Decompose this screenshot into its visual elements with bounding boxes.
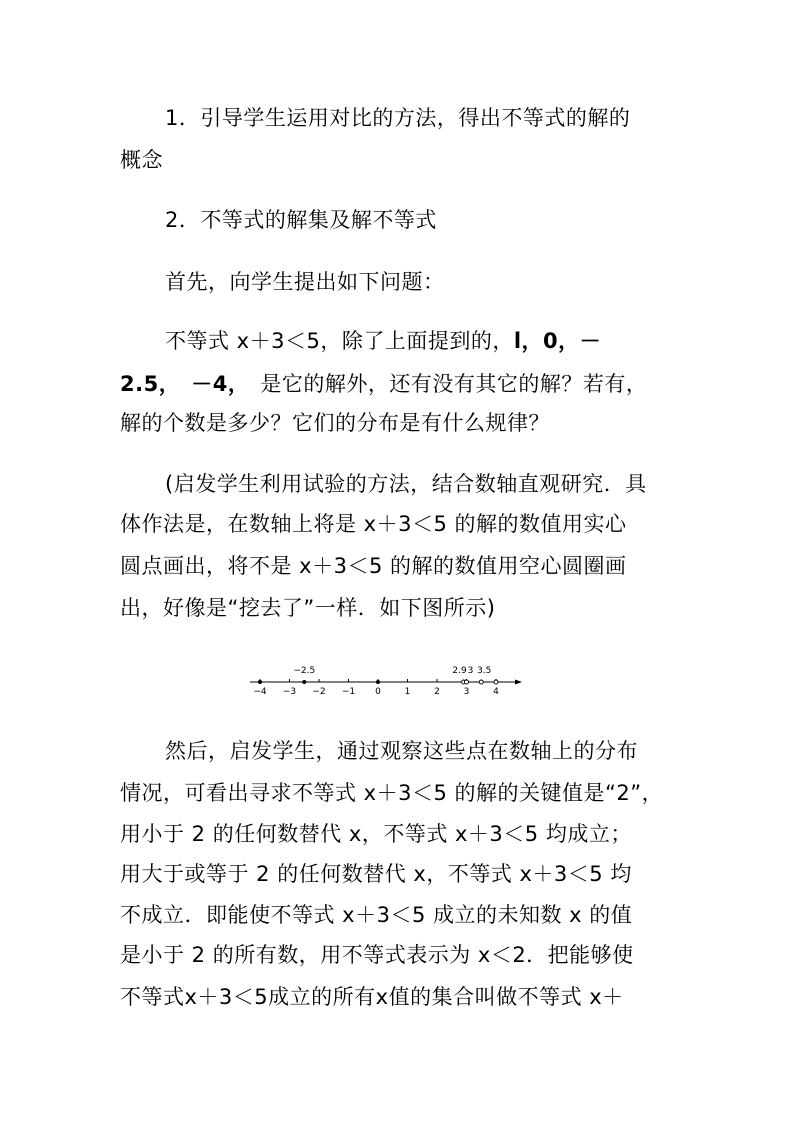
point-label: −2.5 (293, 666, 316, 676)
text-line: 概念 (120, 148, 163, 172)
tick-label: 3 (463, 687, 470, 697)
text-line: 用大于或等于 2 的任何数替代 x，不等式 x＋3＜5 均 (120, 862, 632, 886)
text-line: 出，好像是“挖去了”一样．如下图所示) (120, 596, 496, 620)
example-value: ， －4， (158, 372, 239, 396)
point-label: 3 (467, 666, 474, 676)
text-line: 情况，可看出寻求不等式 x＋3＜5 的解的关键值是“2”， (120, 781, 664, 805)
hollow-point (479, 680, 483, 684)
text-line: 首先，向学生提出如下问题： (165, 270, 445, 294)
text-line: 2．不等式的解集及解不等式 (165, 208, 437, 232)
text-segment: 不等式 x＋3＜5，除了上面提到的， (165, 329, 514, 353)
text-line (165, 327, 601, 355)
text-line: 是小于 2 的所有数，用不等式表示为 x＜2．把能够使 (120, 943, 634, 967)
example-value: 0 (543, 329, 559, 353)
number-line-figure (245, 660, 530, 700)
text-segment: ， (521, 329, 544, 353)
solid-point (302, 680, 306, 684)
text-line: 体作法是，在数轴上将是 x＋3＜5 的解的数值用实心 (120, 512, 627, 536)
example-value: l (513, 329, 522, 353)
text-line: (启发学生利用试验的方法，结合数轴直观研究．具 (165, 472, 647, 496)
hollow-point (494, 680, 498, 684)
text-segment: 是它的解外，还有没有其它的解？若有， (260, 372, 648, 396)
tick-label: 0 (375, 687, 381, 697)
text-line: 解的个数是多少？它们的分布是有什么规律？ (120, 411, 550, 435)
text-line: 然后，启发学生，通过观察这些点在数轴上的分布 (165, 739, 638, 763)
axis-arrow-icon (515, 680, 522, 685)
hollow-point (465, 680, 469, 684)
text-line: 用小于 2 的任何数替代 x，不等式 x＋3＜5 均成立； (120, 822, 632, 846)
text-line: 不成立．即能使不等式 x＋3＜5 成立的未知数 x 的值 (120, 903, 633, 927)
point-label: 3.5 (477, 666, 492, 676)
solid-point (376, 680, 380, 684)
text-line: 圆点画出，将不是 x＋3＜5 的解的数值用空心圆圈画 (120, 554, 627, 578)
tick-label: 4 (493, 687, 499, 697)
text-segment: ，－ (558, 329, 602, 353)
tick-label: −2 (312, 687, 326, 697)
tick-label: −3 (282, 687, 297, 697)
tick-label: −4 (253, 687, 267, 697)
point-label: 2.9 (452, 666, 467, 676)
example-value: 2.5 (120, 372, 159, 396)
tick-label: −1 (341, 687, 356, 697)
tick-label: 2 (434, 687, 440, 697)
tick-label: 1 (404, 687, 411, 697)
text-line: 不等式x＋3＜5成立的所有x值的集合叫做不等式 x＋ (120, 985, 624, 1009)
text-line: 1．引导学生运用对比的方法，得出不等式的解的 (165, 106, 631, 130)
solid-point (258, 680, 262, 684)
text-line (120, 370, 647, 398)
